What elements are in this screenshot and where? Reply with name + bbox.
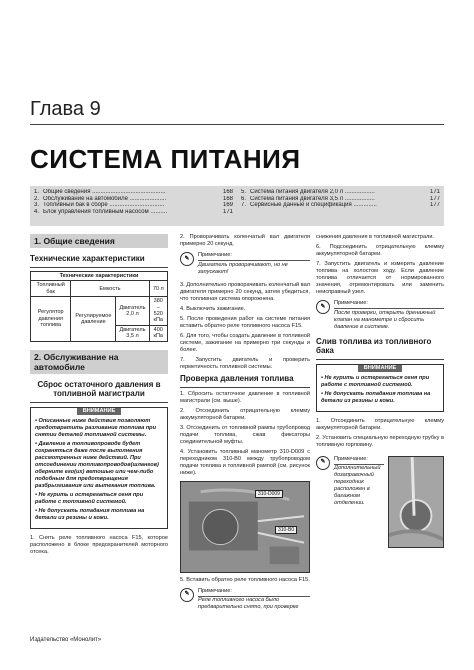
warning-label: ВНИМАНИЕ bbox=[358, 365, 402, 372]
spec-cell: 400 кПа bbox=[149, 325, 167, 341]
note-body bbox=[198, 252, 310, 276]
fuel-filler-photo bbox=[388, 456, 444, 548]
step-text: 3. Отсоединить от топливной рампы трубопровод подачи топлива, сжав фиксаторы соединительной муфты. bbox=[180, 424, 310, 445]
step-text: 5. Вставить обратно реле топливного насоса F15. bbox=[180, 576, 310, 583]
toc-num: 7. bbox=[241, 202, 247, 209]
spec-cell: Регулятор давления топлива bbox=[31, 297, 71, 341]
toc-text: Топливный бак в сборе ................................. bbox=[43, 202, 165, 209]
section-heading-service: 2. Обслуживание на автомобиле bbox=[30, 350, 168, 374]
step-text: 6. Для того, чтобы создать давление в топливной системе, зажигание на примерно три секунды и более. bbox=[180, 332, 310, 353]
step-text: 5. После проведения работ на системе питания вставить обратно реле топливного насоса F15. bbox=[180, 315, 310, 329]
toc-page: 171 bbox=[222, 208, 233, 215]
toc-page: 171 bbox=[429, 189, 440, 195]
divider bbox=[30, 402, 168, 403]
note-rule bbox=[198, 260, 310, 261]
toc-num: 4. bbox=[34, 208, 40, 215]
toc-item[interactable] bbox=[34, 209, 233, 216]
note-text: После проверки, открыть дренажный клапан на манометре и сбросить давление в системе. bbox=[334, 309, 436, 330]
toc-text: Система питания двигателя 2,0 л .................. bbox=[250, 189, 375, 195]
toc-num: 2. bbox=[34, 195, 40, 202]
warning-label: ВНИМАНИЕ bbox=[77, 408, 121, 415]
chapter-title: СИСТЕМА ПИТАНИЯ bbox=[30, 144, 301, 174]
note-icon: ✎ bbox=[180, 252, 194, 266]
toc-text: Общие сведения ............................................ bbox=[43, 189, 166, 195]
toc-right-column bbox=[241, 189, 440, 223]
toc-text: Система питания двигателя 3,5 л .................. bbox=[250, 195, 375, 202]
table-of-contents bbox=[30, 186, 444, 226]
toc-page: 168 bbox=[222, 189, 233, 195]
spec-cell: 70 л bbox=[149, 281, 167, 297]
step-text: 1. Сбросить остаточное давление в топливной магистрали (см. выше). bbox=[180, 390, 310, 404]
note-rule bbox=[198, 596, 310, 597]
toc-item[interactable] bbox=[241, 189, 440, 196]
spec-cell: Двигатель 2,0 л bbox=[116, 297, 149, 326]
pressure-gauge-photo bbox=[180, 481, 310, 573]
note-block bbox=[316, 300, 444, 331]
warning-text: • Не курить и остерегаться огня при работе с топливной системой. bbox=[321, 374, 430, 388]
divider bbox=[180, 387, 310, 388]
callout-tag: 310-D009 bbox=[255, 490, 283, 498]
note-label: Примечание: bbox=[334, 455, 368, 462]
toc-num: 3. bbox=[34, 202, 40, 209]
toc-num: 5. bbox=[241, 189, 247, 195]
note-text: Дополнительный дозаправочный переходник расположен в багажном отделении. bbox=[334, 465, 381, 507]
toc-item[interactable] bbox=[34, 202, 233, 209]
toc-item[interactable] bbox=[241, 202, 440, 209]
warning-text: • Не допускать попадания топлива на детали из резины и кожи. bbox=[35, 507, 145, 521]
note-block bbox=[316, 456, 384, 546]
subsection-heading-pressure-release: Сброс остаточного давления в топливной магистрали bbox=[37, 379, 161, 398]
note-body bbox=[198, 588, 310, 612]
note-body bbox=[334, 300, 444, 331]
toc-text: Блок управления топливным насосом .......... bbox=[43, 208, 168, 215]
spec-cell: Емкость bbox=[71, 281, 149, 297]
spec-cell: Регулируемое давление bbox=[71, 297, 116, 341]
spec-cell: Двигатель 3,5 л bbox=[116, 325, 149, 341]
spec-table-caption: Технические характеристики bbox=[31, 272, 168, 281]
note-rule bbox=[334, 308, 444, 309]
toc-item[interactable] bbox=[34, 189, 233, 196]
note-body bbox=[334, 456, 384, 546]
step-text: 7. Запустить двигатель и проверить герметичность топливной системы. bbox=[180, 356, 310, 370]
divider bbox=[30, 267, 168, 268]
step-text: 6. Подсоединить отрицательную клемму аккумуляторной батареи. bbox=[316, 244, 444, 257]
subsection-heading-fuel-drain: Слив топлива из топливного бака bbox=[316, 336, 432, 355]
step-text: 4. Установить топливный манометр 310-D009 с переходником 310-B0 между трубопроводом подачи топлива и топливной рампой (см. рисунок ниже). bbox=[180, 448, 310, 476]
step-text: 1. Снять реле топливного насоса F15, которое расположено в блоке предохранителей моторного отсека. bbox=[30, 534, 168, 555]
toc-page: 168 bbox=[222, 195, 233, 202]
step-text: 3. Дополнительно проворачивать коленчатый вал двигателя примерно 20 секунд, затем убедиться, что топливная система опорожнена. bbox=[180, 281, 310, 302]
warning-text: • Описанные ниже действия позволяют предотвратить разливание топлива при снятии деталей топливной системы. bbox=[35, 417, 157, 438]
note-text: Двигатель проворачивают, но не запускают! bbox=[198, 261, 288, 275]
toc-page: 169 bbox=[222, 202, 233, 209]
warning-text: • Не курить и остерегаться огня при работе с топливной системой. bbox=[35, 491, 144, 505]
note-icon: ✎ bbox=[316, 300, 330, 314]
column-2 bbox=[180, 234, 310, 617]
toc-text: Обслуживание на автомобиле ...................... bbox=[43, 195, 167, 202]
callout-tag: 310-B0 bbox=[275, 526, 297, 534]
step-text: 2. Установить специальную переходную трубку в топливную горловину. bbox=[316, 434, 444, 448]
tech-spec-heading: Технические характеристики bbox=[30, 254, 145, 263]
section-heading-general: 1. Общие сведения bbox=[30, 234, 168, 248]
toc-left-column bbox=[34, 189, 233, 223]
toc-page: 177 bbox=[429, 202, 440, 209]
spec-table bbox=[30, 271, 168, 342]
toc-text: Сервисные данные и спецификация .............. bbox=[250, 202, 377, 209]
warning-box bbox=[30, 407, 168, 529]
note-block bbox=[180, 588, 310, 612]
note-icon: ✎ bbox=[180, 588, 194, 602]
note-text: Реле топливного насоса было предварительно снято, при проверке bbox=[198, 597, 299, 611]
chapter-rule bbox=[30, 124, 444, 125]
step-text: 2. Проворачивать коленчатый вал двигателя примерно 20 секунд. bbox=[180, 234, 310, 247]
toc-page: 177 bbox=[429, 195, 440, 202]
chapter-number: Глава 9 bbox=[30, 98, 101, 120]
subsection-heading-pressure-check: Проверка давления топлива bbox=[180, 373, 294, 383]
spec-cell: 380 – 520 кПа bbox=[149, 297, 167, 326]
step-text: снижения давления в топливной магистрали. bbox=[316, 234, 435, 240]
divider bbox=[316, 359, 444, 360]
warning-box bbox=[316, 364, 444, 412]
toc-item[interactable] bbox=[241, 196, 440, 203]
toc-num: 6. bbox=[241, 195, 247, 202]
fuel-drain-row bbox=[316, 452, 444, 552]
column-1 bbox=[30, 234, 168, 559]
note-label: Примечание: bbox=[198, 587, 232, 594]
note-label: Примечание: bbox=[334, 300, 368, 306]
publisher-footer: Издательство «Монолит» bbox=[30, 637, 102, 643]
step-text: 2. Отсоединить отрицательную клемму аккумуляторной батареи. bbox=[180, 407, 310, 421]
warning-text: • Не допускать попадания топлива на детали из резины и кожи. bbox=[321, 390, 431, 404]
column-3 bbox=[316, 234, 444, 552]
step-text: 7. Запустить двигатель и измерить давление топлива на холостом ходу. Если давление топлива отличается от нормированного значения, отремонтировать или заменить неисправный узел. bbox=[316, 261, 444, 295]
note-block bbox=[180, 252, 310, 276]
step-text: 1. Отсоединить отрицательную клемму аккумуляторной батареи. bbox=[316, 417, 444, 431]
note-label: Примечание: bbox=[198, 252, 232, 258]
spec-cell: Топливный бак bbox=[31, 281, 71, 297]
fuel-filler-illustration bbox=[389, 457, 443, 547]
step-text: 4. Выключить зажигание. bbox=[180, 305, 246, 312]
toc-item[interactable] bbox=[34, 196, 233, 203]
note-icon: ✎ bbox=[316, 456, 330, 470]
toc-num: 1. bbox=[34, 189, 40, 195]
warning-text: • Давление в топливопроводе будет сохраняться даже после выполнения рассмотренных ниже действий. При отсоединении топливопроводов(шлангов) оберните его(их) ветошью или чем-либо подобным для предотвращения разбрызгивания или вытекания топлива. bbox=[35, 440, 159, 489]
